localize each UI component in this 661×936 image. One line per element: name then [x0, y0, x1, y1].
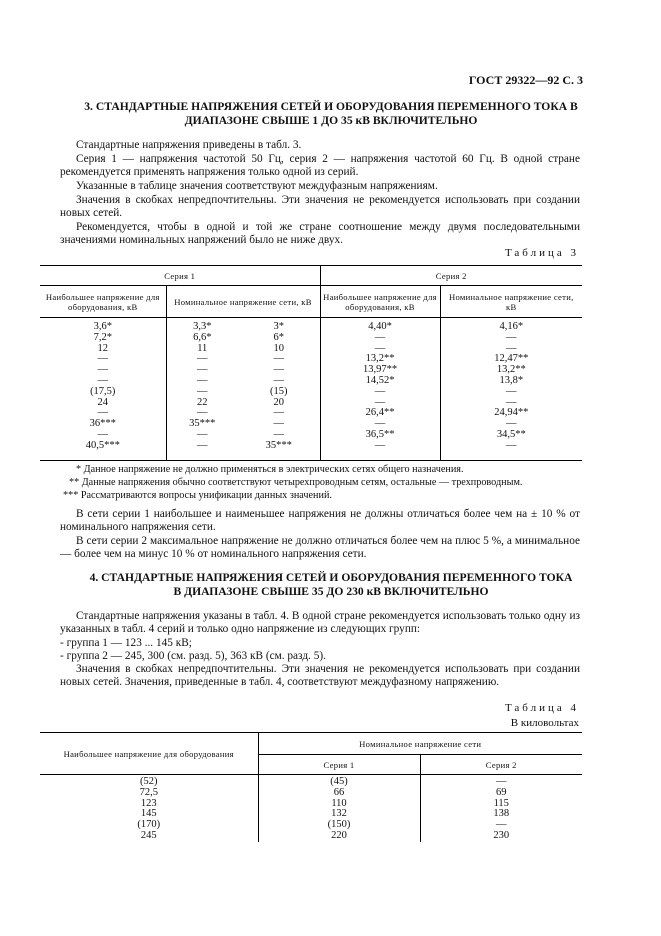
section4-group1: - группа 1 — 123 ... 145 кВ; [60, 637, 192, 649]
table-cell: 145 [40, 809, 258, 820]
table-cell: — [197, 353, 208, 365]
table-cell: — [40, 408, 166, 419]
table-cell: 138 [493, 808, 510, 820]
section3-p1: Стандартные напряжения приведены в табл. 3. [76, 139, 302, 151]
footnote-1: * Данное напряжение не должно применяться в электрических сетях общего назначения. [76, 464, 464, 475]
table-cell: 6* [238, 333, 320, 344]
table-cell: 6,6* [193, 331, 212, 343]
table-cell: 13,97** [320, 365, 440, 376]
table-cell: — [40, 430, 166, 441]
table-cell: 3* [238, 318, 320, 333]
section4-p2: Значения в скобках непредпочтительны. Эти значения не рекомендуется использовать при создании новых сетей. Значения, приведенные в табл. 4, соответствуют междуфазному напряжению. [60, 663, 580, 689]
section3-p4: Значения в скобках непредпочтительны. Эти значения не рекомендуется использовать при создании новых сетей. [60, 194, 580, 220]
table-cell: 20 [238, 398, 320, 409]
table-cell: 11 [197, 342, 208, 354]
table-cell: 14,52* [320, 376, 440, 387]
section3-p2: Серия 1 — напряжения частотой 50 Гц, серия 2 — напряжения частотой 60 Гц. В одной стране рекомендуется применять напряжения только одной из серий. [60, 153, 580, 179]
table-cell: — [496, 776, 507, 787]
table-cell: 35*** [189, 418, 216, 430]
section4-title-line1: 4. СТАНДАРТНЫЕ НАПРЯЖЕНИЯ СЕТЕЙ И ОБОРУДОВАНИЯ ПЕРЕМЕННОГО ТОКА [89, 571, 573, 584]
table-cell: 26,4** [320, 408, 440, 419]
table-cell: 7,2* [40, 333, 166, 344]
table-cell: 3,3* [193, 321, 212, 332]
table3-body [40, 318, 582, 461]
table-cell: — [506, 396, 517, 408]
table-cell: — [166, 441, 238, 460]
table-cell: — [238, 408, 320, 419]
table-cell: 40,5*** [40, 441, 166, 460]
table-cell: 72,5 [40, 788, 258, 799]
table3-h-max2: Наибольшее напряжение для оборудования, кВ [320, 286, 440, 318]
table-cell: 12,47** [494, 353, 529, 365]
table-row [40, 441, 582, 460]
table-row [40, 831, 582, 842]
table-cell: 24 [40, 398, 166, 409]
table-cell: (45) [258, 775, 420, 788]
table4-h-max: Наибольшее напряжение для оборудования [40, 733, 258, 775]
table-cell: — [238, 365, 320, 376]
table-cell: 69 [496, 786, 507, 798]
table-cell: (15) [238, 387, 320, 398]
table3-footnotes [40, 464, 600, 502]
table-cell: 13,2** [320, 354, 440, 365]
table-row [40, 387, 582, 398]
table-cell: — [197, 407, 208, 419]
table-cell: 220 [258, 831, 420, 842]
table-cell: — [506, 331, 517, 343]
table-cell: — [440, 441, 582, 460]
table-cell: — [40, 376, 166, 387]
section3-title-line2: ДИАПАЗОНЕ СВЫШЕ 1 ДО 35 кВ ВКЛЮЧИТЕЛЬНО [184, 114, 478, 127]
table-cell: — [238, 354, 320, 365]
section4-group2: - группа 2 — 245, 300 (см. разд. 5), 363 кВ (см. разд. 5). [60, 650, 326, 662]
table-row [40, 333, 582, 344]
table-cell: — [238, 419, 320, 430]
table-cell: 115 [493, 797, 509, 809]
table-cell: 4,16* [499, 321, 524, 332]
section3-p3: Указанные в таблице значения соответствуют междуфазным напряжениям. [76, 180, 438, 192]
table-cell: (150) [258, 820, 420, 831]
footnote-3: *** Рассматриваются вопросы унификации данных значений. [63, 489, 332, 501]
table-row [40, 318, 582, 333]
table-cell: — [320, 387, 440, 398]
table-cell: 10 [238, 344, 320, 355]
table-cell: (170) [40, 820, 258, 831]
table-cell: — [197, 364, 208, 376]
table-cell: — [238, 430, 320, 441]
table-cell: 110 [258, 799, 420, 810]
after3-p2: В сети серии 2 максимальное напряжение не должно отличаться более чем на плюс 5 %, а минимальное — более чем на минус 10 % от номинального напряжения сети. [60, 535, 580, 561]
table-cell: — [238, 376, 320, 387]
page-header: ГОСТ 29322—92 С. 3 [468, 73, 583, 87]
table-cell: — [40, 354, 166, 365]
table-cell: 34,5** [496, 428, 526, 440]
section4-title [40, 571, 622, 599]
table-cell: 13,8* [499, 374, 524, 386]
table4-h-nom: Номинальное напряжение сети [258, 733, 582, 755]
table-cell: 132 [258, 809, 420, 820]
section4-p1: Стандартные напряжения указаны в табл. 4. В одной стране рекомендуется использовать только одну из указанных в табл. 4 серий и только одно напряжение из следующих групп: [60, 610, 580, 636]
section4-title-line2: В ДИАПАЗОНЕ СВЫШЕ 35 ДО 230 кВ ВКЛЮЧИТЕЛЬНО [173, 585, 489, 598]
table-row [40, 408, 582, 419]
table-cell: 245 [40, 831, 258, 842]
table-row [40, 430, 582, 441]
table3 [40, 265, 582, 461]
table4-h-series1: Серия 1 [258, 755, 420, 775]
table3-h-nom2: Номинальное напряжение сети, кВ [440, 286, 582, 318]
table-cell: (52) [40, 775, 258, 788]
table-cell: 22 [197, 396, 208, 408]
table4 [40, 732, 582, 842]
table3-group2: Серия 2 [320, 266, 582, 286]
table3-caption: Таблица 3 [504, 247, 579, 259]
table-cell: — [197, 374, 208, 386]
table-cell: — [320, 441, 440, 460]
section3-title-line1: 3. СТАНДАРТНЫЕ НАПРЯЖЕНИЯ СЕТЕЙ И ОБОРУДОВАНИЯ ПЕРЕМЕННОГО ТОКА В [84, 100, 578, 113]
table-cell: — [320, 344, 440, 355]
table-cell: 36*** [40, 419, 166, 430]
section3-title [40, 100, 622, 128]
table3-group1: Серия 1 [40, 266, 320, 286]
table-row [40, 376, 582, 387]
table-cell: — [197, 428, 208, 440]
table-cell: 12 [40, 344, 166, 355]
after3-p1: В сети серии 1 наибольшее и наименьшее напряжения не должны отличаться более чем на ± 10 % от номинального напряжения сети. [60, 508, 580, 534]
section3-p5: Рекомендуется, чтобы в одной и той же стране соотношение между двумя последовательными значениями номинальных напряжений было не ниже двух. [60, 221, 580, 247]
table-cell: (17,5) [40, 387, 166, 398]
table-cell: — [506, 418, 517, 430]
table-cell: — [506, 342, 517, 354]
table-cell: 24,94** [494, 407, 529, 419]
table-cell: — [40, 365, 166, 376]
table-cell: 230 [493, 829, 510, 841]
footnote-2: ** Данные напряжения обычно соответствуют четырехпроводным сетям, остальные — трехпроводным. [69, 476, 523, 488]
table-cell: 4,40* [320, 318, 440, 333]
table4-body [40, 775, 582, 842]
table-cell: 36,5** [320, 430, 440, 441]
table-cell: 3,6* [40, 318, 166, 333]
table-cell: — [320, 419, 440, 430]
table-row [40, 788, 582, 799]
table-cell: — [496, 819, 507, 831]
table4-caption: Таблица 4 [504, 702, 579, 714]
table-cell: — [506, 385, 517, 397]
table3-h-max1: Наибольшее напряжение для оборудования, кВ [40, 286, 166, 318]
table-cell: — [320, 398, 440, 409]
table4-h-series2: Серия 2 [420, 755, 582, 775]
table-cell: 35*** [238, 441, 320, 460]
table-cell: 66 [258, 788, 420, 799]
table4-unit: В киловольтах [510, 717, 579, 729]
table-cell: — [197, 385, 208, 397]
table-row [40, 775, 582, 788]
table-cell: 123 [40, 799, 258, 810]
table-cell: 13,2** [496, 364, 526, 376]
table-cell: — [320, 333, 440, 344]
table3-h-nom1: Номинальное напряжение сети, кВ [166, 286, 320, 318]
